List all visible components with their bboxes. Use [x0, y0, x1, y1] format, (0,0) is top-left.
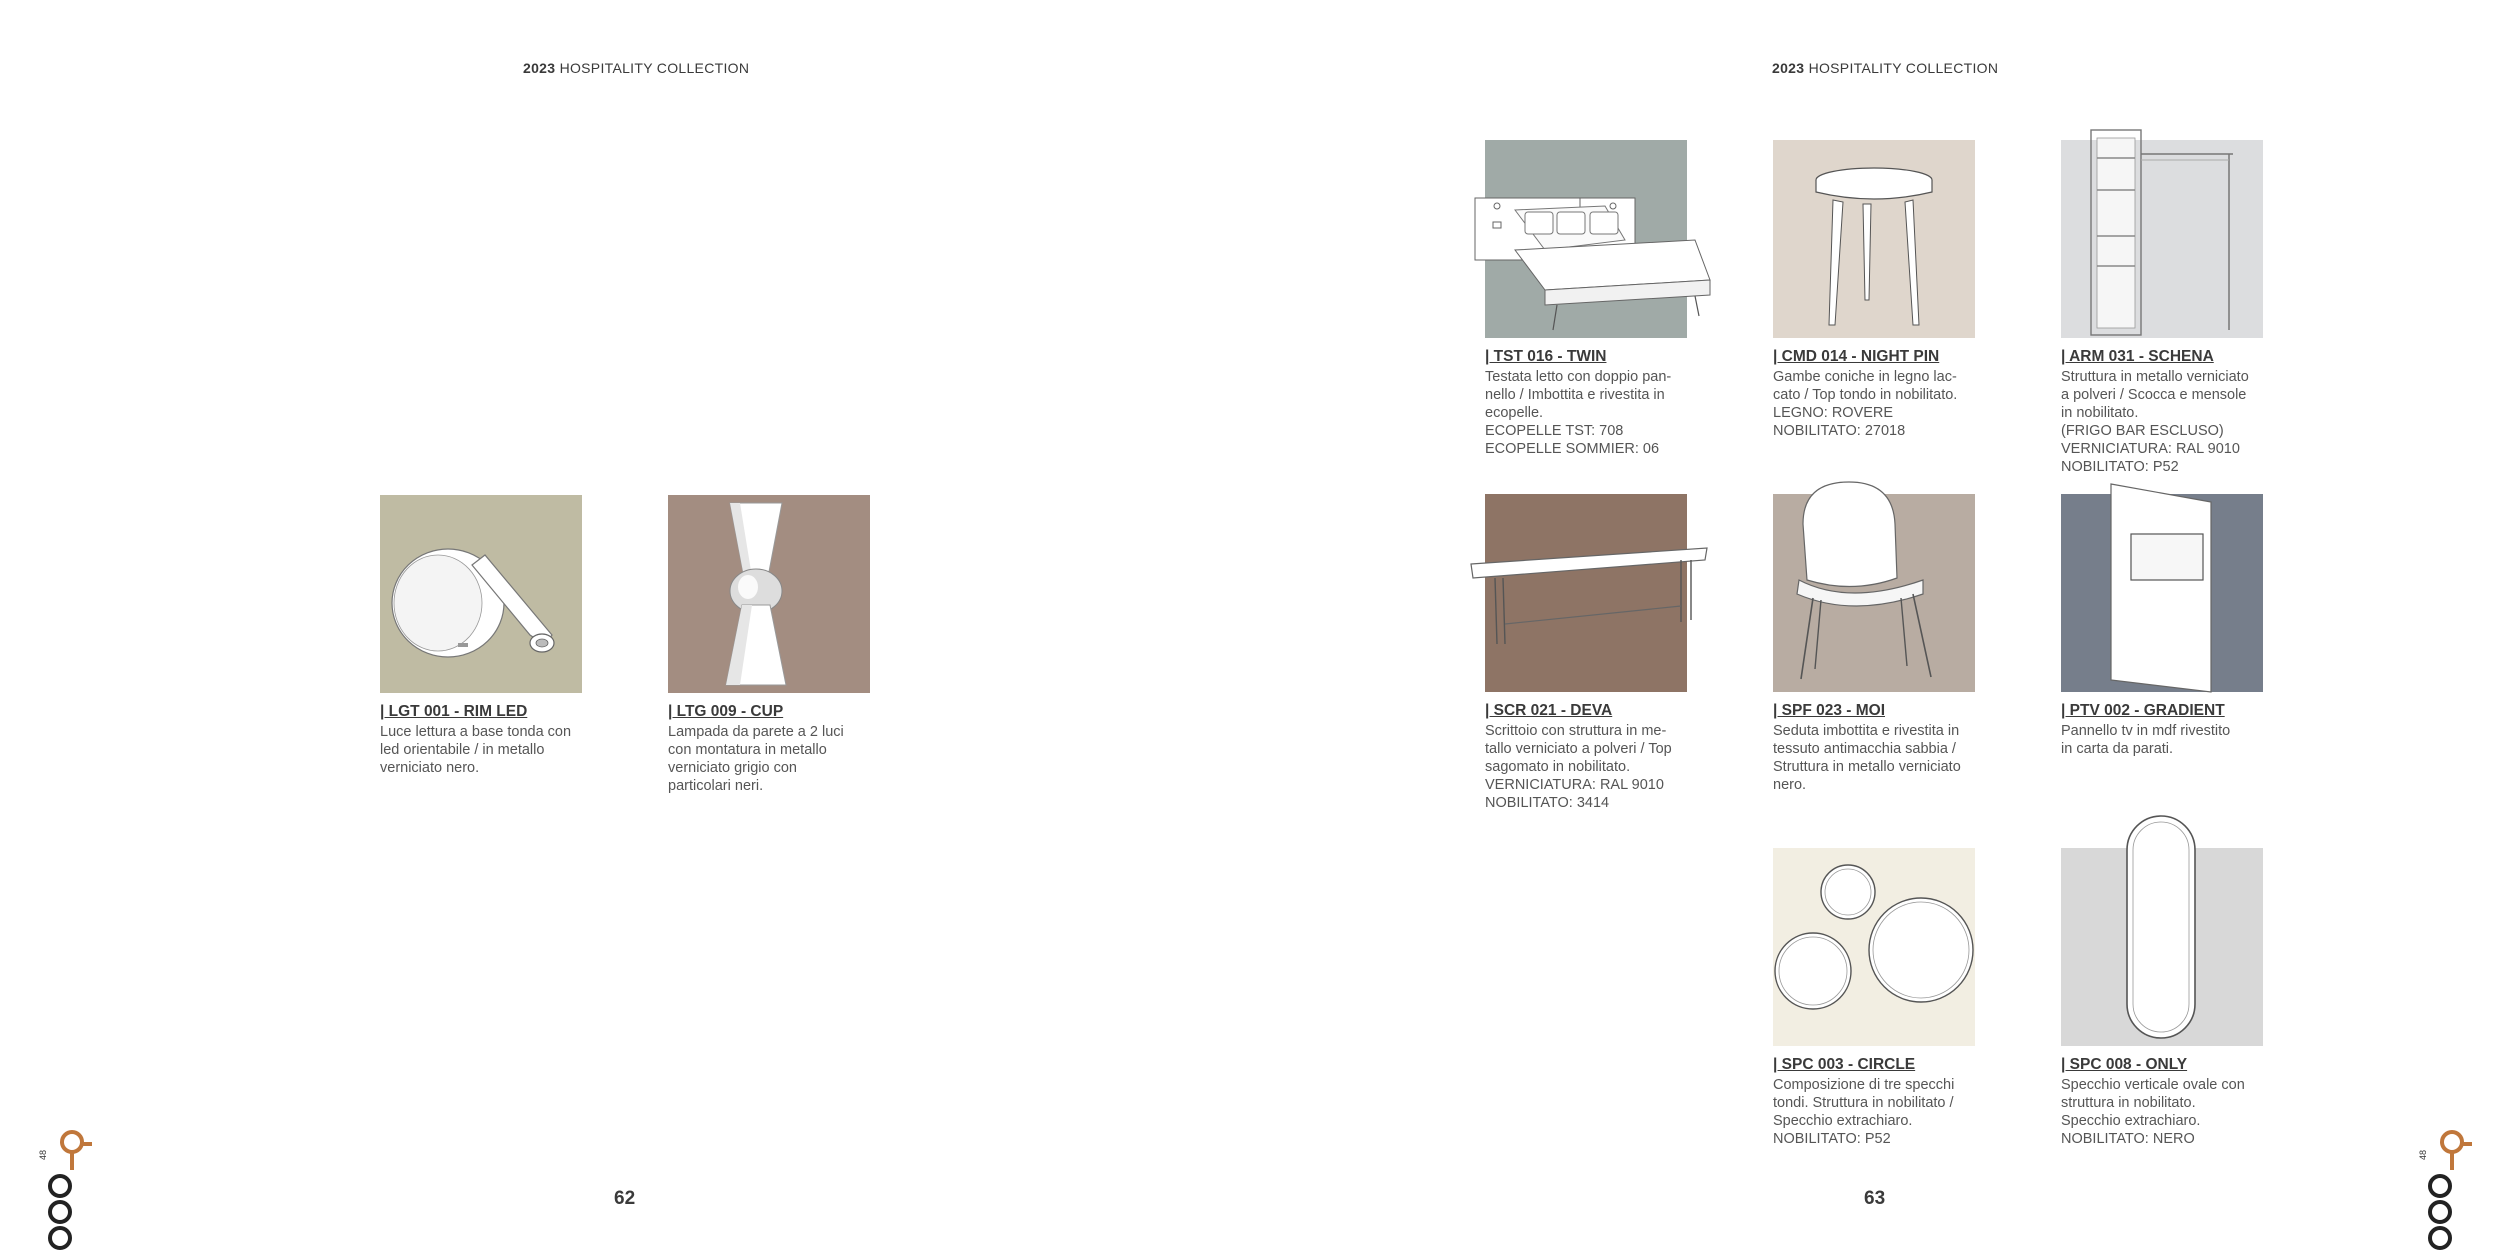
desc-line: tallo verniciato a polveri / Top [1485, 741, 1672, 757]
desc-line: VERNICIATURA: RAL 9010 [2061, 441, 2240, 457]
product-card-spc-008[interactable] [2061, 848, 2266, 1148]
product-title: | SPC 008 - ONLY [2061, 1056, 2188, 1073]
desc-line: tondi. Struttura in nobilitato / [1773, 1095, 1954, 1111]
desc-line: ECOPELLE TST: 708 [1485, 423, 1624, 439]
desc-line: Struttura in metallo verniciato [1773, 759, 1961, 775]
desc-line: Luce lettura a base tonda con [380, 724, 572, 740]
desc-line: tessuto antimacchia sabbia / [1773, 741, 1956, 757]
product-description [2061, 1076, 2266, 1148]
desk-illustration [1485, 494, 1687, 692]
product-description [1773, 1076, 1978, 1148]
round-mirrors-illustration [1773, 848, 1975, 1046]
brand-logo-left [38, 1130, 98, 1250]
product-title: | SPF 023 - MOI [1773, 702, 1886, 719]
product-card-scr-021[interactable] [1485, 494, 1690, 812]
product-title: | PTV 002 - GRADIENT [2061, 702, 2225, 719]
brand-logo-right [2418, 1130, 2478, 1250]
desc-line: Gambe coniche in legno lac- [1773, 369, 1957, 385]
brand-logo-icon [2418, 1130, 2478, 1250]
product-card-cmd-014[interactable] [1773, 140, 1978, 440]
product-description [1773, 368, 1978, 440]
product-image [668, 495, 870, 693]
desc-line: NOBILITATO: P52 [1773, 1131, 1891, 1147]
desc-line: verniciato grigio con [668, 760, 797, 776]
product-description [1773, 722, 1978, 794]
product-title: | LTG 009 - CUP [668, 703, 784, 720]
product-description [380, 723, 585, 777]
desc-line: Specchio extrachiaro. [2061, 1113, 2201, 1129]
product-image [380, 495, 582, 693]
desc-line: Seduta imbottita e rivestita in [1773, 723, 1960, 739]
product-card-tst-016[interactable] [1485, 140, 1690, 458]
product-title: | LGT 001 - RIM LED [380, 703, 528, 720]
product-image [2061, 494, 2263, 692]
night-table-illustration [1773, 140, 1975, 338]
product-image [1485, 140, 1687, 338]
product-image [1773, 494, 1975, 692]
desc-line: led orientabile / in metallo [380, 742, 545, 758]
page-number-left: 62 [614, 1188, 636, 1209]
chair-illustration [1773, 494, 1975, 692]
wall-light-illustration [380, 495, 582, 693]
desc-line: sagomato in nobilitato. [1485, 759, 1631, 775]
product-description [2061, 722, 2266, 758]
desc-line: Composizione di tre specchi [1773, 1077, 1955, 1093]
product-card-spf-023[interactable] [1773, 494, 1978, 794]
desc-line: nello / Imbottita e rivestita in [1485, 387, 1665, 403]
oval-mirror-illustration [2061, 848, 2263, 1046]
desc-line: VERNICIATURA: RAL 9010 [1485, 777, 1664, 793]
desc-line: (FRIGO BAR ESCLUSO) [2061, 423, 2224, 439]
product-title: | SCR 021 - DEVA [1485, 702, 1613, 719]
brand-logo-icon [38, 1130, 98, 1250]
page-number-right: 63 [1864, 1188, 1886, 1209]
desc-line: a polveri / Scocca e mensole [2061, 387, 2247, 403]
product-card-lgt-001[interactable] [380, 495, 585, 777]
desc-line: Specchio verticale ovale con [2061, 1077, 2245, 1093]
desc-line: Lampada da parete a 2 luci [668, 724, 844, 740]
product-card-ptv-002[interactable] [2061, 494, 2266, 758]
desc-line: nero. [1773, 777, 1807, 793]
desc-line: ECOPELLE SOMMIER: 06 [1485, 441, 1660, 457]
desc-line: LEGNO: ROVERE [1773, 405, 1894, 421]
desc-line: struttura in nobilitato. [2061, 1095, 2196, 1111]
product-description [668, 723, 873, 795]
desc-line: in carta da parati. [2061, 741, 2174, 757]
desc-line: ecopelle. [1485, 405, 1544, 421]
product-title: | ARM 031 - SCHENA [2061, 348, 2214, 365]
tv-panel-illustration [2061, 494, 2263, 692]
product-description [1485, 368, 1690, 458]
desc-line: NOBILITATO: 3414 [1485, 795, 1610, 811]
brand-small-number: 48 [38, 1149, 49, 1161]
product-card-arm-031[interactable] [2061, 140, 2266, 476]
desc-line: Scrittoio con struttura in me- [1485, 723, 1667, 739]
desc-line: Pannello tv in mdf rivestito [2061, 723, 2231, 739]
desc-line: cato / Top tondo in nobilitato. [1773, 387, 1958, 403]
product-title: | CMD 014 - NIGHT PIN [1773, 348, 1940, 365]
product-image [1773, 140, 1975, 338]
desc-line: NOBILITATO: 27018 [1773, 423, 1906, 439]
bed-illustration [1485, 140, 1687, 338]
header-year: 2023 [1772, 60, 1805, 76]
wardrobe-illustration [2061, 140, 2263, 338]
product-card-spc-003[interactable] [1773, 848, 1978, 1148]
product-card-ltg-009[interactable] [668, 495, 873, 795]
product-description [2061, 368, 2266, 476]
header-year: 2023 [523, 60, 556, 76]
desc-line: Struttura in metallo verniciato [2061, 369, 2249, 385]
desc-line: con montatura in metallo [668, 742, 827, 758]
product-image [1485, 494, 1687, 692]
product-image [2061, 848, 2263, 1046]
product-description [1485, 722, 1690, 812]
product-title: | SPC 003 - CIRCLE [1773, 1056, 1916, 1073]
product-image [1773, 848, 1975, 1046]
desc-line: particolari neri. [668, 778, 764, 794]
brand-small-number: 48 [2418, 1149, 2429, 1161]
desc-line: verniciato nero. [380, 760, 480, 776]
desc-line: Specchio extrachiaro. [1773, 1113, 1913, 1129]
page-header-left [523, 60, 749, 76]
product-title: | TST 016 - TWIN [1485, 348, 1607, 365]
desc-line: NOBILITATO: P52 [2061, 459, 2179, 475]
desc-line: Testata letto con doppio pan- [1485, 369, 1672, 385]
desc-line: in nobilitato. [2061, 405, 2139, 421]
header-text: HOSPITALITY COLLECTION [559, 60, 750, 76]
header-text: HOSPITALITY COLLECTION [1808, 60, 1999, 76]
page-header-right [1772, 60, 1998, 76]
desc-line: NOBILITATO: NERO [2061, 1131, 2195, 1147]
product-image [2061, 140, 2263, 338]
cup-lamp-illustration [668, 495, 870, 693]
